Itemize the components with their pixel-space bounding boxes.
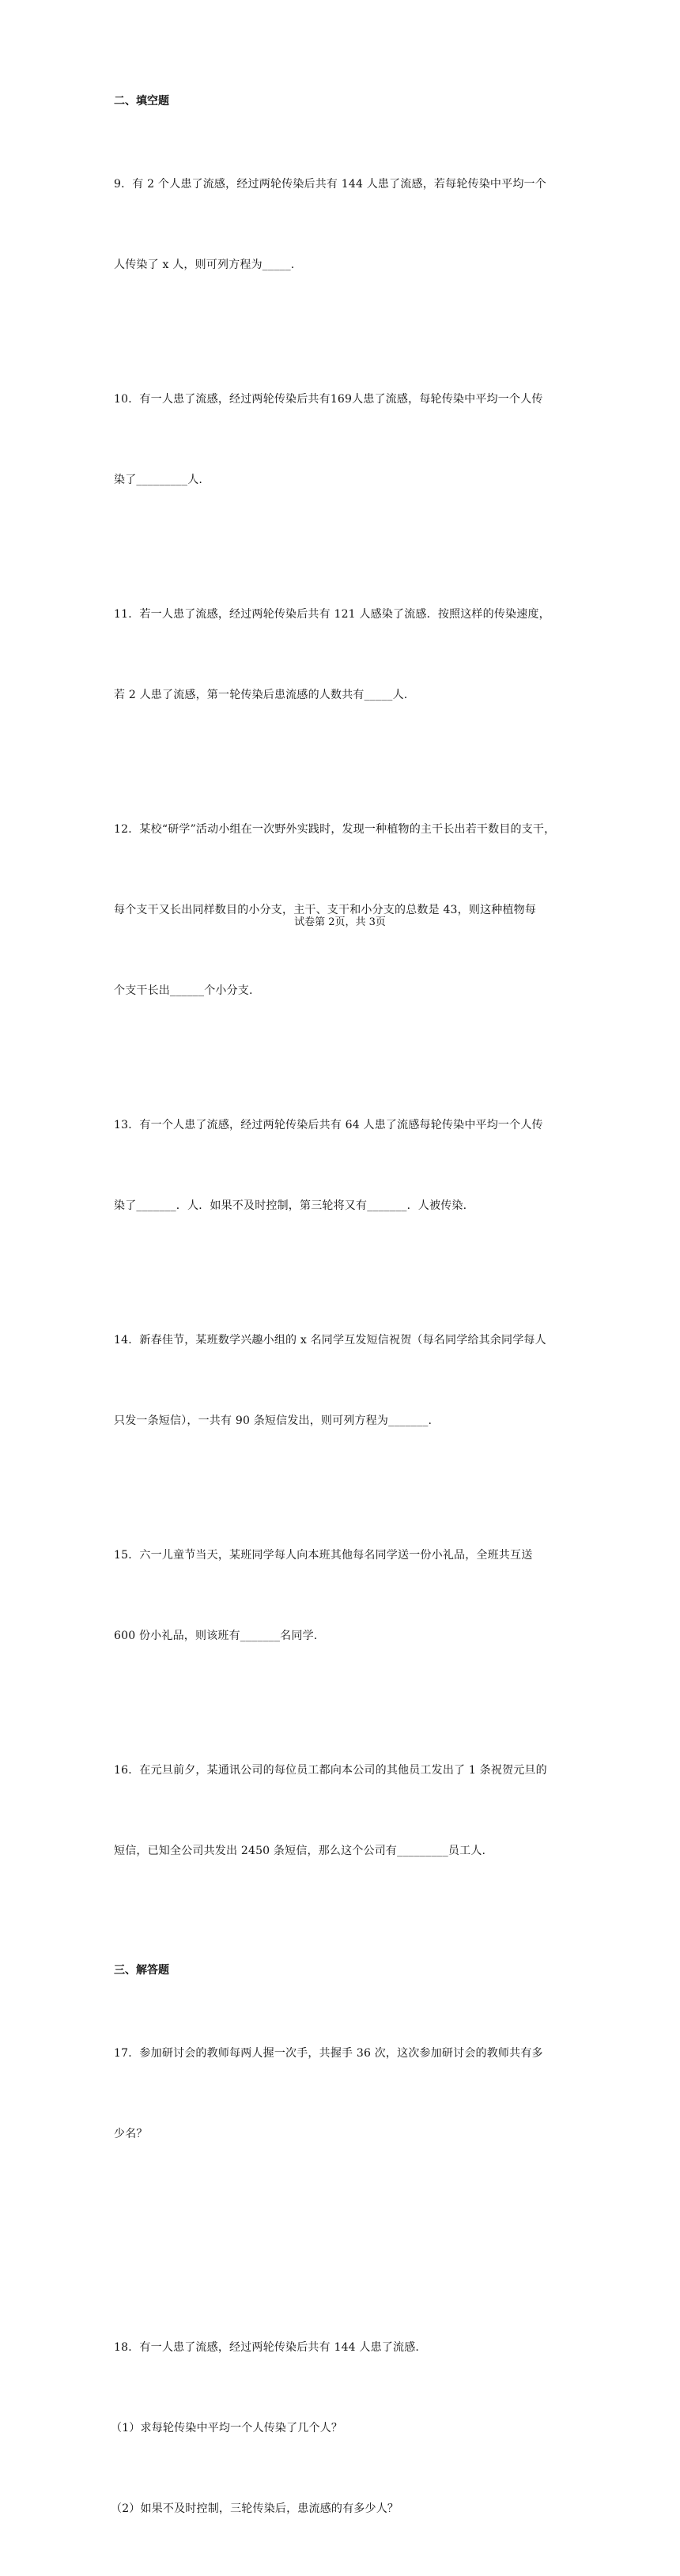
question-line: 12．某校“研学”活动小组在一次野外实践时，发现一种植物的主干长出若干数目的支干， [114,823,556,836]
page-footer: 试卷第 2页，共 3页 [294,916,386,928]
question-14 [114,1273,557,1488]
question-line: 少名？ [114,2128,148,2140]
question-line: 人传染了 x 人，则可列方程为_____. [114,259,295,271]
question-line: 染了_______．人．如果不及时控制，第三轮将又有_______．人被传染. [114,1199,467,1212]
question-17 [114,1986,557,2201]
question-line: 17．参加研讨会的教师每两人握一次手，共握手 36 次，这次参加研讨会的教师共有多 [114,2047,543,2060]
question-line: 15．六一儿童节当天，某班同学每人向本班其他每名同学送一份小礼品，全班共互送 [114,1549,533,1562]
question-line: 11．若一人患了流感，经过两轮传染后共有 121 人感染了流感．按照这样的传染速度， [114,608,550,621]
question-18 [111,2280,557,2576]
question-part-2: （2）如果不及时控制，三轮传染后，患流感的有多少人？ [111,2502,399,2515]
question-line: 9．有 2 个人患了流感，经过两轮传染后共有 144 人患了流感，若每轮传染中平均一个 [114,178,546,191]
question-line: 18．有一人患了流感，经过两轮传染后共有 144 人患了流感. [114,2341,420,2354]
question-part-1: （1）求每轮传染中平均一个人传染了几个人？ [111,2422,343,2434]
question-9 [114,117,557,332]
question-line: 13．有一个人患了流感，经过两轮传染后共有 64 人患了流感每轮传染中平均一个人传 [114,1119,543,1131]
question-line: 每个支干又长出同样数目的小分支，主干、支干和小分支的总数是 43，则这种植物每 [114,904,537,916]
question-line: 16．在元旦前夕，某通讯公司的每位员工都向本公司的其他员工发出了 1 条祝贺元旦的 [114,1764,547,1777]
question-12 [114,762,557,1058]
question-16 [114,1703,557,1918]
question-line: 600 份小礼品，则该班有_______名同学. [114,1630,318,1642]
section-title-answer: 三、解答题 [114,1964,169,1977]
question-15 [114,1488,557,1703]
question-line: 个支干长出______个小分支. [114,984,253,997]
question-line: 14．新春佳节，某班数学兴趣小组的 x 名同学互发短信祝贺（每名同学给其余同学每人 [114,1334,546,1347]
question-line: 短信，已知全公司共发出 2450 条短信，那么这个公司有_________员工人. [114,1845,486,1857]
question-11 [114,547,557,762]
page-content [111,93,557,2576]
question-line: 染了_________人. [114,474,203,486]
question-10 [114,332,557,547]
question-line: 若 2 人患了流感，第一轮传染后患流感的人数共有_____人. [114,689,408,701]
question-line: 只发一条短信），一共有 90 条短信发出，则可列方程为_______. [114,1415,433,1427]
section-title-fill-blank: 二、填空题 [114,95,169,108]
question-13 [114,1058,557,1273]
answer-space [114,2201,557,2280]
question-line: 10．有一人患了流感，经过两轮传染后共有169人患了流感，每轮传染中平均一个人传 [114,393,543,406]
